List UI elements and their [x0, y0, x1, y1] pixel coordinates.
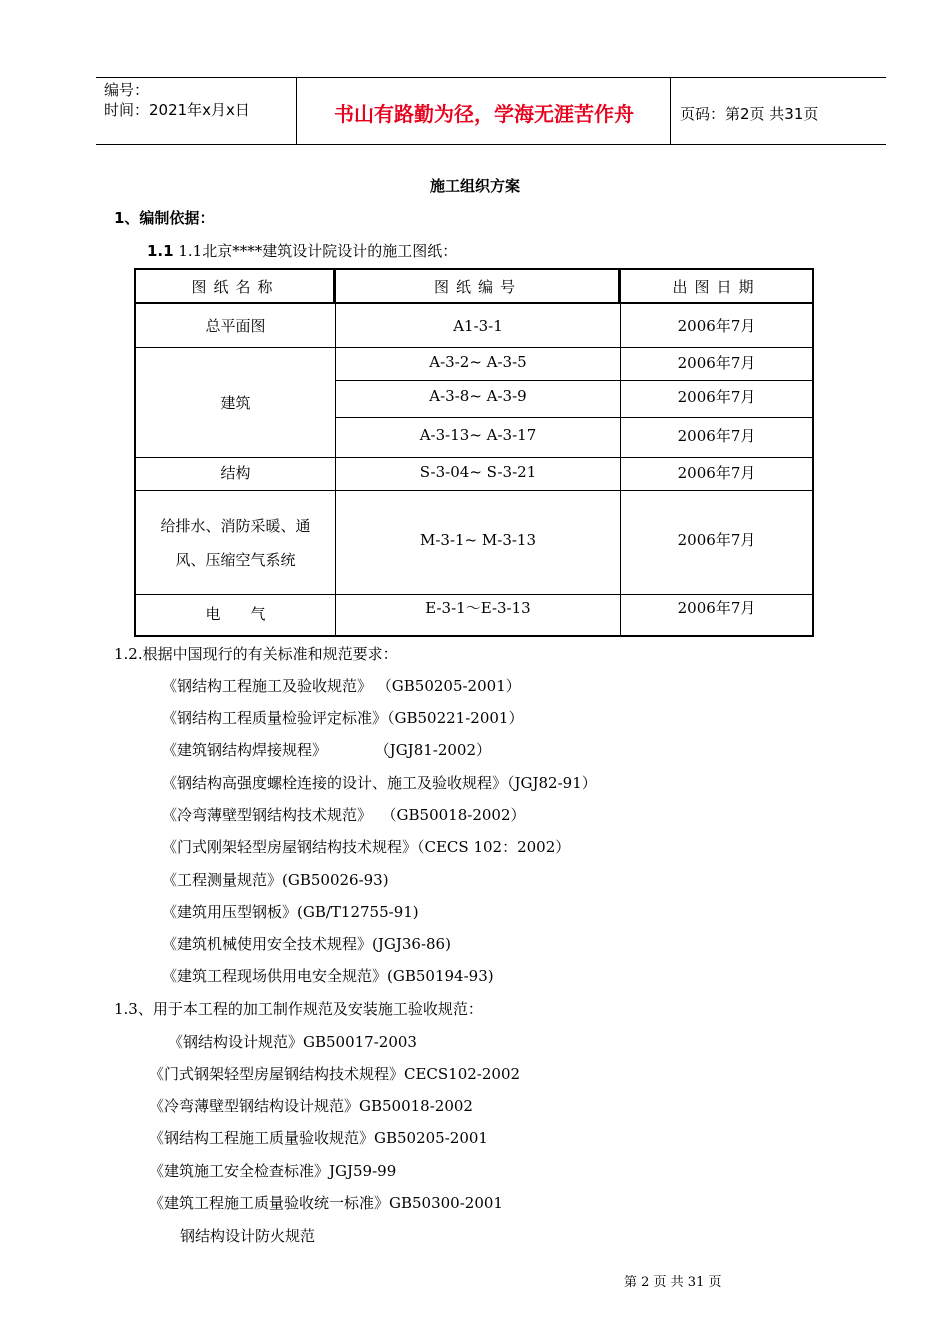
table-cell-date: 2006年7月	[677, 463, 756, 482]
section-1-heading: 1、编制依据：	[114, 209, 215, 227]
table-cell-name: 电 气	[205, 604, 266, 623]
table-header-name: 图纸名称	[191, 277, 280, 296]
drawings-table	[134, 268, 814, 637]
spec-item: 钢结构设计防火规范	[180, 1227, 316, 1245]
header-meta	[104, 80, 250, 120]
section-1-1-text: 1.1北京****建筑设计院设计的施工图纸：	[178, 242, 458, 260]
table-header-date: 出图日期	[672, 277, 761, 296]
standard-item: 《工程测量规范》(GB50026-93)	[162, 871, 389, 889]
standard-item: 《冷弯薄壁型钢结构技术规范》 （GB50018-2002）	[162, 806, 526, 824]
spec-item: 《建筑施工安全检查标准》JGJ59-99	[149, 1162, 397, 1180]
table-cell-name: 建筑	[220, 394, 251, 412]
header-divider-1	[296, 78, 297, 144]
table-cell-name: 给排水、消防采暖、通风、压缩空气系统	[160, 516, 311, 569]
table-cell-date: 2006年7月	[677, 531, 756, 549]
standard-item: 《门式刚架轻型房屋钢结构技术规程》（CECS 102：2002）	[162, 838, 571, 856]
section-1-3-heading: 1.3、用于本工程的加工制作规范及安装施工验收规范：	[114, 1000, 483, 1018]
table-cell-number: E-3-1～E-3-13	[425, 598, 531, 617]
table-cell-number: M-3-1~ M-3-13	[419, 530, 537, 549]
table-cell-date: 2006年7月	[677, 353, 756, 372]
table-cell-number: A-3-13~ A-3-17	[419, 426, 537, 444]
header-page-label: 页码：第2页 共31页	[680, 105, 819, 123]
table-cell-number: A1-3-1	[453, 316, 503, 335]
table-cell-number: S-3-04~ S-3-21	[419, 463, 537, 481]
table-cell-date: 2006年7月	[677, 426, 756, 445]
document-title: 施工组织方案	[429, 177, 520, 195]
table-cell-date: 2006年7月	[677, 317, 756, 335]
section-1-1-line	[147, 240, 457, 261]
header-top-rule	[96, 77, 886, 78]
standard-item: 《建筑用压型钢板》(GB/T12755-91)	[162, 903, 419, 921]
table-cell-date: 2006年7月	[677, 598, 756, 617]
standard-item: 《建筑钢结构焊接规程》 （JGJ81-2002）	[162, 741, 492, 759]
section-1-2-heading: 1.2.根据中国现行的有关标准和规范要求：	[114, 645, 398, 663]
table-cell-date: 2006年7月	[677, 387, 756, 406]
table-cell-name: 总平面图	[205, 317, 266, 335]
header-divider-2	[670, 78, 671, 144]
spec-item: 《建筑工程施工质量验收统一标准》GB50300-2001	[149, 1194, 503, 1212]
table-cell-number: A-3-2~ A-3-5	[429, 353, 527, 371]
table-border-bottom	[134, 635, 814, 637]
standard-item: 《建筑工程现场供用电安全规范》(GB50194-93)	[162, 967, 494, 985]
standard-item: 《钢结构工程施工及验收规范》 （GB50205-2001）	[162, 677, 521, 695]
spec-item: 《冷弯薄壁型钢结构设计规范》GB50018-2002	[149, 1097, 473, 1115]
table-header-number: 图纸编号	[433, 277, 522, 296]
standard-item: 《钢结构工程质量检验评定标准》（GB50221-2001）	[162, 709, 524, 727]
table-cell-number: A-3-8~ A-3-9	[429, 387, 527, 405]
spec-item: 《门式钢架轻型房屋钢结构技术规程》CECS102-2002	[149, 1065, 521, 1083]
spec-item: 《钢结构设计规范》GB50017-2003	[168, 1033, 417, 1051]
header-number-label: 编号：	[104, 81, 150, 99]
table-cell-name: 结构	[220, 463, 251, 482]
page-footer: 第 2 页 共 31 页	[624, 1275, 722, 1290]
spec-item: 《钢结构工程施工质量验收规范》GB50205-2001	[149, 1129, 488, 1147]
header-bottom-rule	[96, 144, 886, 145]
header-motto: 书山有路勤为径，学海无涯苦作舟	[334, 102, 634, 126]
header-time-label: 时间：2021年x月x日	[104, 101, 250, 119]
standard-item: 《建筑机械使用安全技术规程》(JGJ36-86)	[162, 935, 451, 953]
standard-item: 《钢结构高强度螺栓连接的设计、施工及验收规程》（JGJ82-91）	[162, 774, 597, 792]
section-1-1-prefix: 1.1	[147, 242, 174, 260]
table-border-right	[812, 268, 814, 637]
